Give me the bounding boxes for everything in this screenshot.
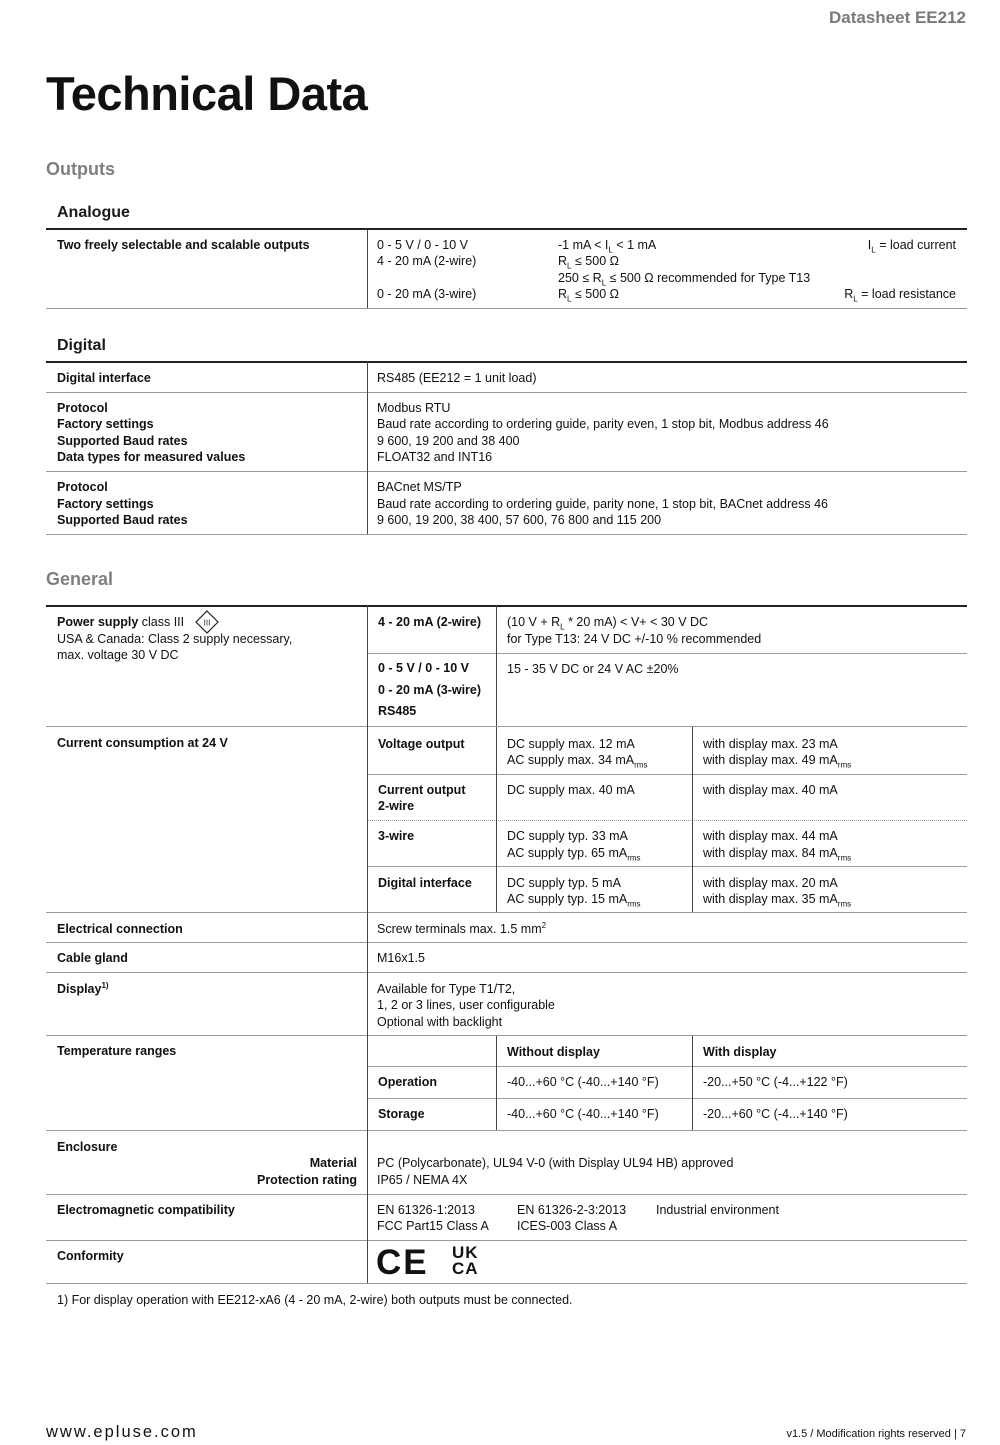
analogue-output-3: 0 - 20 mA (3-wire) [377,287,477,301]
current-2wire-dc: DC supply max. 40 mA [507,783,635,797]
table-rule-dotted [368,820,967,821]
modbus-label-protocol: Protocol [57,401,108,415]
table-rule [46,1240,967,1241]
bacnet-protocol: BACnet MS/TP [377,480,462,494]
column-divider [496,1036,497,1130]
current-key-3wire: 3-wire [378,829,415,843]
power-key-voltage: 0 - 5 V / 0 - 10 V [378,661,470,675]
modbus-label-datatypes: Data types for measured values [57,450,246,464]
digital-interface-label: Digital interface [57,371,151,385]
analogue-output-2: 4 - 20 mA (2-wire) [377,254,477,268]
enclosure-material-value: PC (Polycarbonate), UL94 V-0 (with Display UL94 HB) approved [377,1156,734,1170]
section-outputs-heading: Outputs [46,159,115,179]
table-rule [368,866,967,867]
emc-standard-2: EN 61326-2-3:2013 [517,1203,627,1217]
table-rule [46,912,967,913]
temperature-head-without: Without display [507,1045,600,1059]
bacnet-baud: 9 600, 19 200, 38 400, 57 600, 76 800 and 115 200 [377,513,662,527]
current-2wire-display: with display max. 40 mA [703,783,838,797]
note-load-resistance: $R_L$ = load resistance [844,287,956,304]
table-rule [46,361,967,363]
temperature-storage-without: -40...+60 °C (-40...+140 °F) [507,1107,659,1121]
power-key-2wire: 4 - 20 mA (2-wire) [378,615,482,629]
enclosure-protection-value: IP65 / NEMA 4X [377,1173,468,1187]
analogue-load-recommended: $250 \le R_L \le 500$ Ω recommended for Type T13 [558,271,811,288]
current-key-2wire: 2-wire [378,799,415,813]
temperature-storage-with: -20...+60 °C (-4...+140 °F) [703,1107,848,1121]
current-key-voltage: Voltage output [378,737,465,751]
current-3wire-display-ac: with display max. 84 $mA_{rms}$ [703,846,852,863]
current-digital-dc: DC supply typ. 5 mA [507,876,621,890]
analogue-load-limit: $R_L \le 500$ Ω [558,254,619,271]
current-digital-ac: AC supply typ. 15 $mA_{rms}$ [507,892,641,909]
modbus-factory: Baud rate according to ordering guide, parity even, 1 stop bit, Modbus address 46 [377,417,829,431]
emc-environment: Industrial environment [656,1203,779,1217]
table-rule [46,1283,967,1284]
current-voltage-display-ac: with display max. 49 $mA_{rms}$ [703,753,852,770]
power-2wire-value-1: (10 $V + R_L * 20$ mA) < V+ < 30 V DC [507,615,709,632]
analogue-output-1: 0 - 5 V / 0 - 10 V [377,238,469,252]
current-voltage-dc: DC supply max. 12 mA [507,737,635,751]
table-rule [46,1035,967,1036]
current-voltage-display-dc: with display max. 23 mA [703,737,838,751]
column-divider [692,1036,693,1130]
power-key-rs485: RS485 [378,704,417,718]
column-divider [692,727,693,912]
footer-website-link[interactable]: www.epluse.com [46,1423,198,1441]
enclosure-protection-label: Protection rating [256,1173,357,1187]
current-key-digital: Digital interface [378,876,472,890]
electrical-connection-value: Screw terminals max. 1.5 $mm^2$ [377,920,547,936]
table-rule [46,605,967,607]
emc-standard-ices: ICES-003 Class A [517,1219,618,1233]
table-rule [46,471,967,472]
table-rule [46,942,967,943]
table-rule [46,308,967,309]
column-divider [367,362,368,534]
conformity-label: Conformity [57,1249,124,1263]
page-title: Technical Data [46,67,368,120]
table-rule [46,1194,967,1195]
column-divider [496,727,497,912]
table-rule [46,534,967,535]
power-supply-label: Power supply class III [57,615,185,629]
table-rule [46,228,967,230]
temperature-operation-with: -20...+50 °C (-4...+122 °F) [703,1075,848,1089]
modbus-label-baud: Supported Baud rates [57,434,188,448]
power-supply-note-1: USA & Canada: Class 2 supply necessary, [57,632,293,646]
modbus-datatypes: FLOAT32 and INT16 [377,450,493,464]
analogue-label: Two freely selectable and scalable outputs [57,238,310,252]
column-divider [496,606,497,726]
display-label: Display$^{1)}$ [57,980,109,996]
table-rule [46,1130,967,1131]
footnote: 1) For display operation with EE212-xA6 (4 - 20 mA, 2-wire) both outputs must be connected. [57,1293,573,1307]
current-3wire-ac: AC supply typ. 65 $mA_{rms}$ [507,846,641,863]
column-divider [367,229,368,308]
table-rule [368,653,967,654]
cable-gland-label: Cable gland [57,951,128,965]
bacnet-factory: Baud rate according to ordering guide, parity none, 1 stop bit, BACnet address 46 [377,497,828,511]
emc-standard-1: EN 61326-1:2013 [377,1203,475,1217]
power-supply-note-2: max. voltage 30 V DC [57,648,179,662]
enclosure-label: Enclosure [57,1140,118,1154]
table-rule [368,1098,967,1099]
current-digital-display-dc: with display max. 20 mA [703,876,838,890]
bacnet-label-factory: Factory settings [57,497,154,511]
emc-standard-fcc: FCC Part15 Class A [377,1219,489,1233]
temperature-ranges-label: Temperature ranges [57,1044,177,1058]
display-value-1: Available for Type T1/T2, [377,982,516,996]
current-key-current-output: Current output [378,783,466,797]
electrical-connection-label: Electrical connection [57,922,183,936]
temperature-storage-label: Storage [378,1107,425,1121]
ukca-mark-icon: UK CA [452,1243,479,1278]
ce-mark-icon: CE [376,1243,429,1282]
section-general-heading: General [46,569,114,589]
digital-interface-value: RS485 (EE212 = 1 unit load) [377,371,537,385]
current-3wire-dc: DC supply typ. 33 mA [507,829,628,843]
temperature-operation-without: -40...+60 °C (-40...+140 °F) [507,1075,659,1089]
bacnet-label-baud: Supported Baud rates [57,513,188,527]
analogue-heading: Analogue [57,204,130,221]
column-divider [367,606,368,1283]
enclosure-material-label: Material [309,1156,357,1170]
display-value-3: Optional with backlight [377,1015,503,1029]
table-rule [46,726,967,727]
table-rule [368,774,967,775]
note-load-current: $I_L$ = load current [867,238,956,255]
temperature-operation-label: Operation [378,1075,438,1089]
modbus-protocol: Modbus RTU [377,401,451,415]
current-consumption-label: Current consumption at 24 V [57,736,228,750]
current-digital-display-ac: with display max. 35 $mA_{rms}$ [703,892,852,909]
footer-version: v1.5 / Modification rights reserved | 7 [786,1428,966,1440]
table-rule [46,972,967,973]
analogue-load-limit-3wire: $R_L \le 500$ Ω [558,287,619,304]
current-voltage-ac: AC supply max. 34 $mA_{rms}$ [507,753,648,770]
current-3wire-display-dc: with display max. 44 mA [703,829,838,843]
modbus-baud: 9 600, 19 200 and 38 400 [377,434,520,448]
bacnet-label-protocol: Protocol [57,480,108,494]
temperature-head-with: With display [703,1045,777,1059]
modbus-label-factory: Factory settings [57,417,154,431]
svg-text:III: III [203,618,211,628]
power-key-3wire: 0 - 20 mA (3-wire) [378,683,482,697]
power-voltage-value: 15 - 35 V DC or 24 V AC ±20% [507,662,679,676]
document-header: Datasheet EE212 [828,8,966,27]
table-rule [46,392,967,393]
digital-heading: Digital [57,337,106,354]
power-2wire-value-2: for Type T13: 24 V DC +/-10 % recommended [507,632,762,646]
emc-label: Electromagnetic compatibility [57,1203,235,1217]
analogue-current-range: -1 mA < $I_L < 1$ mA [558,238,657,255]
table-rule [368,1066,967,1067]
display-value-2: 1, 2 or 3 lines, user configurable [377,998,555,1012]
cable-gland-value: M16x1.5 [377,951,425,965]
